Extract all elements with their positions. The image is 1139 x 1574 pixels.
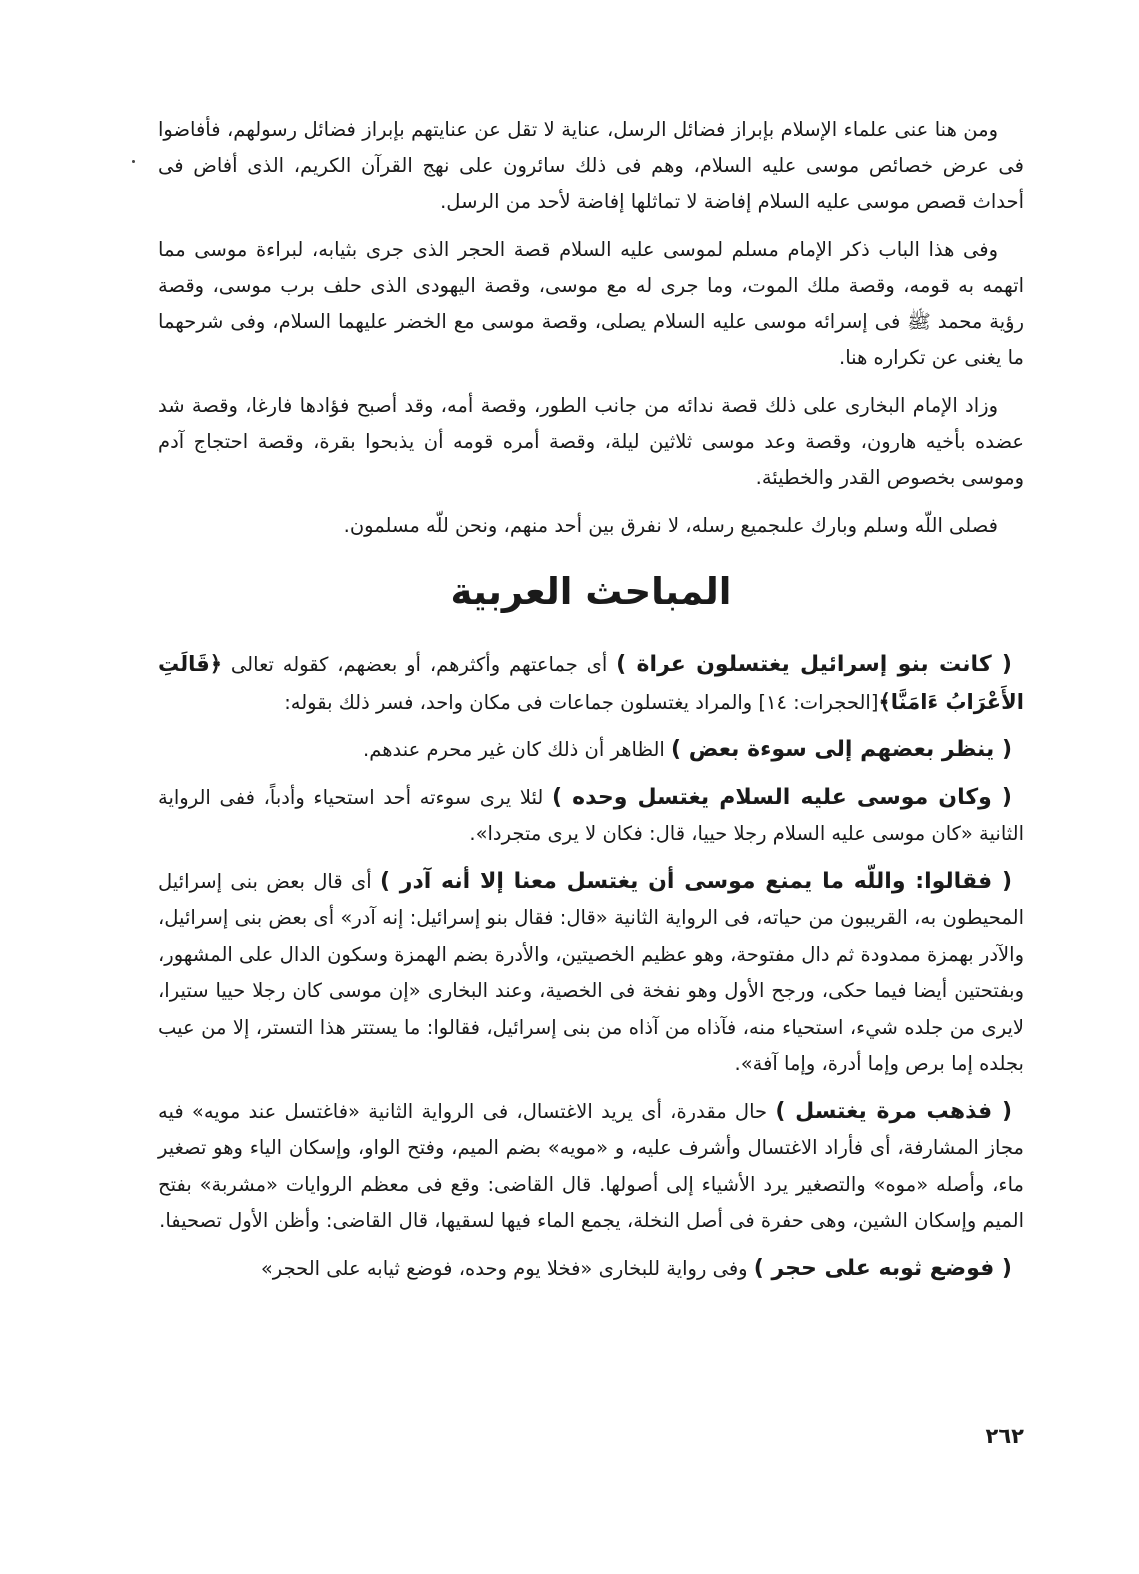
entry-4: [158, 864, 1024, 1083]
page-body: [158, 112, 1024, 1298]
entry-6-text: وفى رواية للبخارى «فخلا يوم وحده، فوضع ثيابه على الحجر»: [260, 1256, 754, 1280]
intro-paragraph-1: ومن هنا عنى علماء الإسلام بإبراز فضائل الرسل، عناية لا تقل عن عنايتهم بإبراز فضائل رسولهم، فأفاضوا فى عرض خصائص موسى عليه السلام، وهم فى ذلك سائرون على نهج القرآن الكريم، الذى أفاض فى أحداث قصص موسى عليه السلام إفاضة لا تماثلها إفاضة لأحد من الرسل.: [158, 118, 1024, 213]
entry-1-quran-verse: ﴿قَالَتِ الأَعْرَابُ ءَامَنَّا﴾: [158, 652, 1024, 714]
entry-1-text-continued: [الحجرات: ١٤] والمراد يغتسلون جماعات فى مكان واحد، فسر ذلك بقوله:: [284, 690, 879, 714]
entry-2-lemma: ( ينظر بعضهم إلى سوءة بعض ): [671, 737, 1012, 762]
entry-1-text: أى جماعتهم وأكثرهم، أو بعضهم، كقوله تعالى: [222, 653, 617, 676]
stray-mark: [132, 160, 135, 163]
entry-5-lemma: ( فذهب مرة يغتسل ): [775, 1098, 1012, 1124]
entry-3: [158, 780, 1024, 853]
entry-4-lemma: ( فقالوا: واللّه ما يمنع موسى أن يغتسل معنا إلا أنه آدر ): [379, 868, 1013, 894]
entry-2: [158, 732, 1024, 769]
intro-paragraph-3: وزاد الإمام البخارى على ذلك قصة ندائه من جانب الطور، وقصة أمه، وقد أصبح فؤادها فارغا، وقصة شد عضده بأخيه هارون، وقصة وعد موسى ثلاثين ليلة، وقصة أمره قومه أن يذبحوا بقرة، وقصة احتجاج آدم وموسى بخصوص القدر والخطيئة.: [158, 394, 1024, 489]
section-title: المباحث العربية: [450, 570, 732, 613]
entry-1: [158, 646, 1024, 721]
entry-6-lemma: ( فوضع ثوبه على حجر ): [753, 1255, 1012, 1281]
closing-prayer: فصلى اللّه وسلم وبارك علىجميع رسله، لا نفرق بين أحد منهم، ونحن للّه مسلمون.: [343, 514, 998, 537]
intro-paragraph-2: وفى هذا الباب ذكر الإمام مسلم لموسى عليه السلام قصة الحجر الذى جرى بثيابه، لبراءة موسى مما اتهمه به قومه، وقصة ملك الموت، وما جرى له مع موسى، وقصة اليهودى الذى حلف برب موسى، وقصة رؤية محمد ﷺ فى إسرائه موسى عليه السلام يصلى، وقصة موسى مع الخضر عليهما السلام، وفى شرحهما ما يغنى عن تكراره هنا.: [158, 238, 1024, 369]
entry-5-text: حال مقدرة، أى يريد الاغتسال، فى الرواية الثانية «فاغتسل عند مويه» فيه مجاز المشارفة، أى فأراد الاغتسال وأشرف عليه، و «مويه» بضم الميم، وفتح الواو، وإسكان الياء وهو تصغير ماء، وأصله «موه» والتصغير يرد الأشياء إلى أصولها. قال القاضى: وقع فى معظم الروايات «مشربة» بفتح الميم وإسكان الشين، وهى حفرة فى أصل النخلة، يجمع الماء فيها لسقيها، قال القاضى: وأظن الأول تصحيفا.: [158, 1099, 1024, 1232]
entry-6: [158, 1251, 1024, 1288]
entry-3-lemma: ( وكان موسى عليه السلام يغتسل وحده ): [552, 784, 1012, 810]
entry-4-text: أى قال بعض بنى إسرائيل المحيطون به، القريبون من حياته، فى الرواية الثانية «قال: فقال بنو إسرائيل: إنه آدر» أى بعض بنى إسرائيل، والآدر بهمزة ممدودة ثم دال مفتوحة، وهو عظيم الخصيتين، والأدرة بضم الهمزة وسكون الدال على المشهور، وبفتحتين أيضا فيما حكى، ورجح الأول وهو نفخة فى الخصية، وعند البخارى «إن موسى كان رجلا حييا ستيرا، لايرى من جلده شيء، استحياء منه، فآذاه من آذاه من بنى إسرائيل، فقالوا: ما يستتر هذا التستر، إلا من عيب بجلده إما برص وإما أدرة، وإما آفة».: [158, 869, 1024, 1075]
entry-2-text: الظاهر أن ذلك كان غير محرم عندهم.: [363, 738, 672, 761]
page-number: ٢٦٢: [985, 1424, 1024, 1448]
entry-3-text: لئلا يرى سوءته أحد استحياء وأدباً، ففى الرواية الثانية «كان موسى عليه السلام رجلا حييا، قال: فكان لا يرى متجردا».: [158, 785, 1024, 845]
entry-1-lemma: ( كانت بنو إسرائيل يغتسلون عراة ): [616, 652, 1012, 677]
entry-5: [158, 1094, 1024, 1240]
